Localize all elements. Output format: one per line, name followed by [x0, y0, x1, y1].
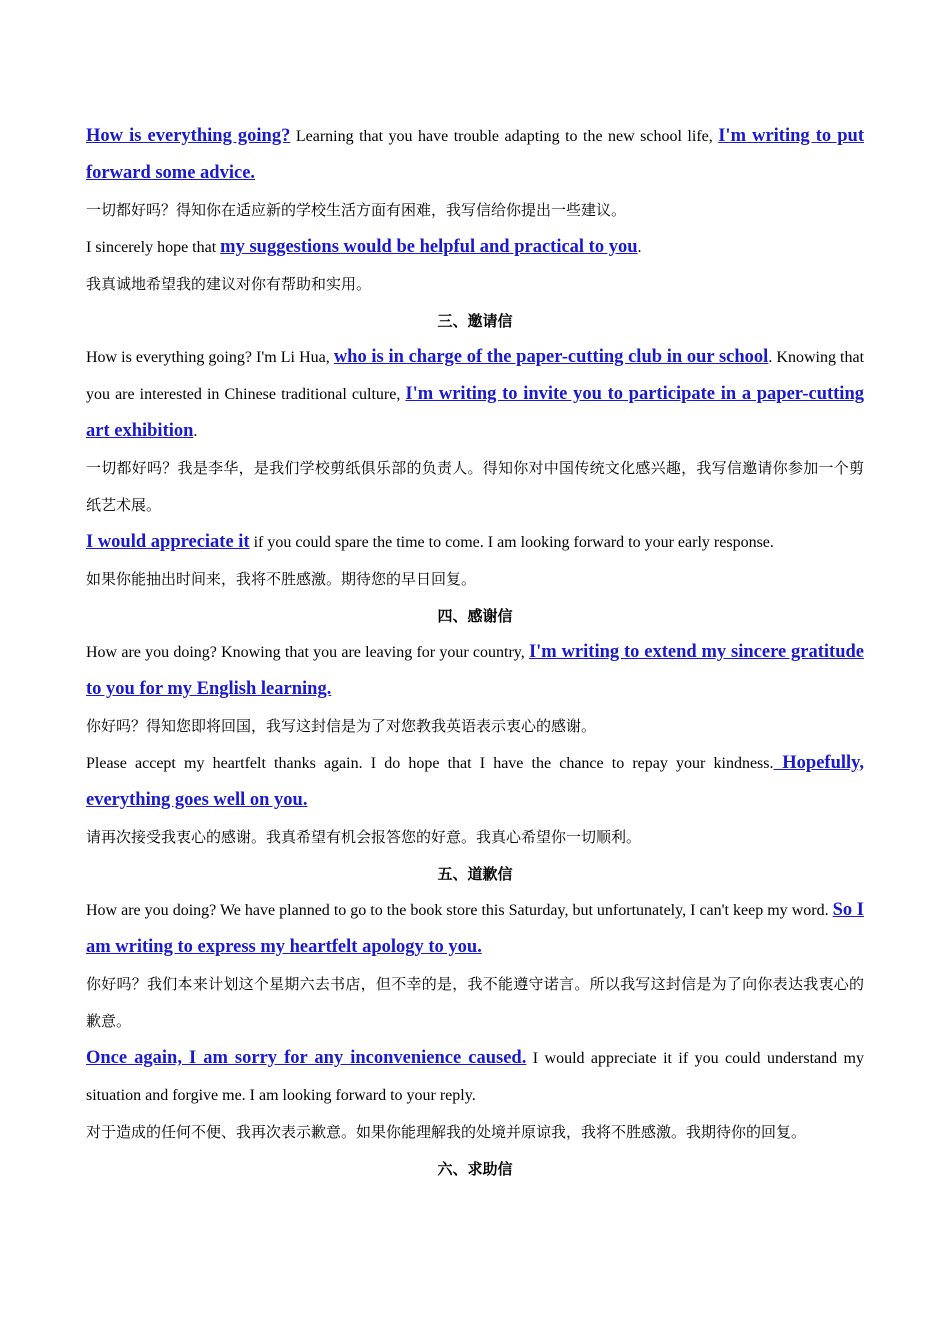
thanks-paragraph-1: [86, 634, 864, 708]
highlight-phrase: Once again, I am sorry for any inconvenience caused.: [86, 1048, 527, 1068]
invite-paragraph-1-translation: 一切都好吗？我是李华，是我们学校剪纸俱乐部的负责人。得知你对中国传统文化感兴趣，我写信邀请你参加一个剪纸艺术展。: [86, 459, 864, 514]
body-text: . Knowing that you are interested in Chinese traditional culture,: [86, 349, 865, 403]
highlight-phrase: who is in charge of the paper-cutting club in our school: [333, 347, 769, 367]
body-text: Learning that you have trouble adapting to the new school life,: [290, 128, 719, 145]
highlight-phrase: So I am writing to express my heartfelt apology to you.: [86, 900, 864, 957]
section-heading-thanks: 四、感谢信: [437, 607, 513, 625]
body-text: I would appreciate it if you could understand my situation and forgive me. I am looking forward to your reply.: [86, 1050, 865, 1104]
advice-paragraph-1-translation: 一切都好吗？得知你在适应新的学校生活方面有困难，我写信给你提出一些建议。: [86, 201, 627, 219]
apology-paragraph-1-translation: 你好吗？我们本来计划这个星期六去书店，但不幸的是，我不能遵守诺言。所以我写这封信是为了向你表达我衷心的歉意。: [86, 975, 864, 1030]
thanks-paragraph-2-translation: 请再次接受我衷心的感谢。我真希望有机会报答您的好意。我真心希望你一切顺利。: [86, 828, 642, 846]
section-heading-help: 六、求助信: [437, 1160, 513, 1178]
apology-paragraph-1: [86, 892, 864, 966]
highlight-phrase: I'm writing to put forward some advice.: [86, 126, 865, 183]
invite-paragraph-2-translation: 如果你能抽出时间来，我将不胜感激。期待您的早日回复。: [86, 570, 477, 588]
body-text: How are you doing? We have planned to go to the book store this Saturday, but unfortunately, I can't keep my word.: [86, 902, 833, 919]
body-text: I sincerely hope that: [86, 239, 221, 256]
section-heading-invitation: 三、邀请信: [437, 312, 513, 330]
advice-paragraph-1: [86, 118, 864, 192]
thanks-paragraph-1-translation: 你好吗？得知您即将回国，我写这封信是为了对您教我英语表示衷心的感谢。: [86, 717, 597, 735]
body-text: if you could spare the time to come. I am looking forward to your early response.: [249, 534, 774, 551]
apology-paragraph-2-translation: 对于造成的任何不便、我再次表示歉意。如果你能理解我的处境并原谅我，我将不胜感激。我期待你的回复。: [86, 1123, 807, 1141]
body-text: Please accept my heartfelt thanks again. I do hope that I have the chance to repay your kindness.: [86, 755, 774, 772]
invite-paragraph-1: [86, 339, 864, 450]
apology-paragraph-2: [86, 1040, 864, 1114]
body-text: .: [637, 239, 642, 256]
section-heading-apology: 五、道歉信: [437, 865, 513, 883]
highlight-phrase: Hopefully, everything goes well on you.: [86, 753, 864, 810]
body-text: .: [193, 423, 198, 440]
thanks-paragraph-2: [86, 745, 864, 819]
body-text: How is everything going? I'm Li Hua,: [86, 349, 334, 366]
highlight-phrase: my suggestions would be helpful and practical to you: [220, 237, 638, 257]
document-page: [86, 118, 864, 1187]
body-text: How are you doing? Knowing that you are leaving for your country,: [86, 644, 529, 661]
advice-paragraph-2-translation: 我真诚地希望我的建议对你有帮助和实用。: [86, 275, 372, 293]
highlight-phrase: How is everything going?: [86, 126, 291, 146]
highlight-phrase: I'm writing to invite you to participate in a paper-cutting art exhibition: [86, 384, 864, 441]
highlight-phrase: I'm writing to extend my sincere gratitude to you for my English learning.: [86, 642, 864, 699]
advice-paragraph-2: [86, 229, 864, 266]
invite-paragraph-2: [86, 524, 864, 561]
highlight-phrase: I would appreciate it: [86, 532, 250, 552]
